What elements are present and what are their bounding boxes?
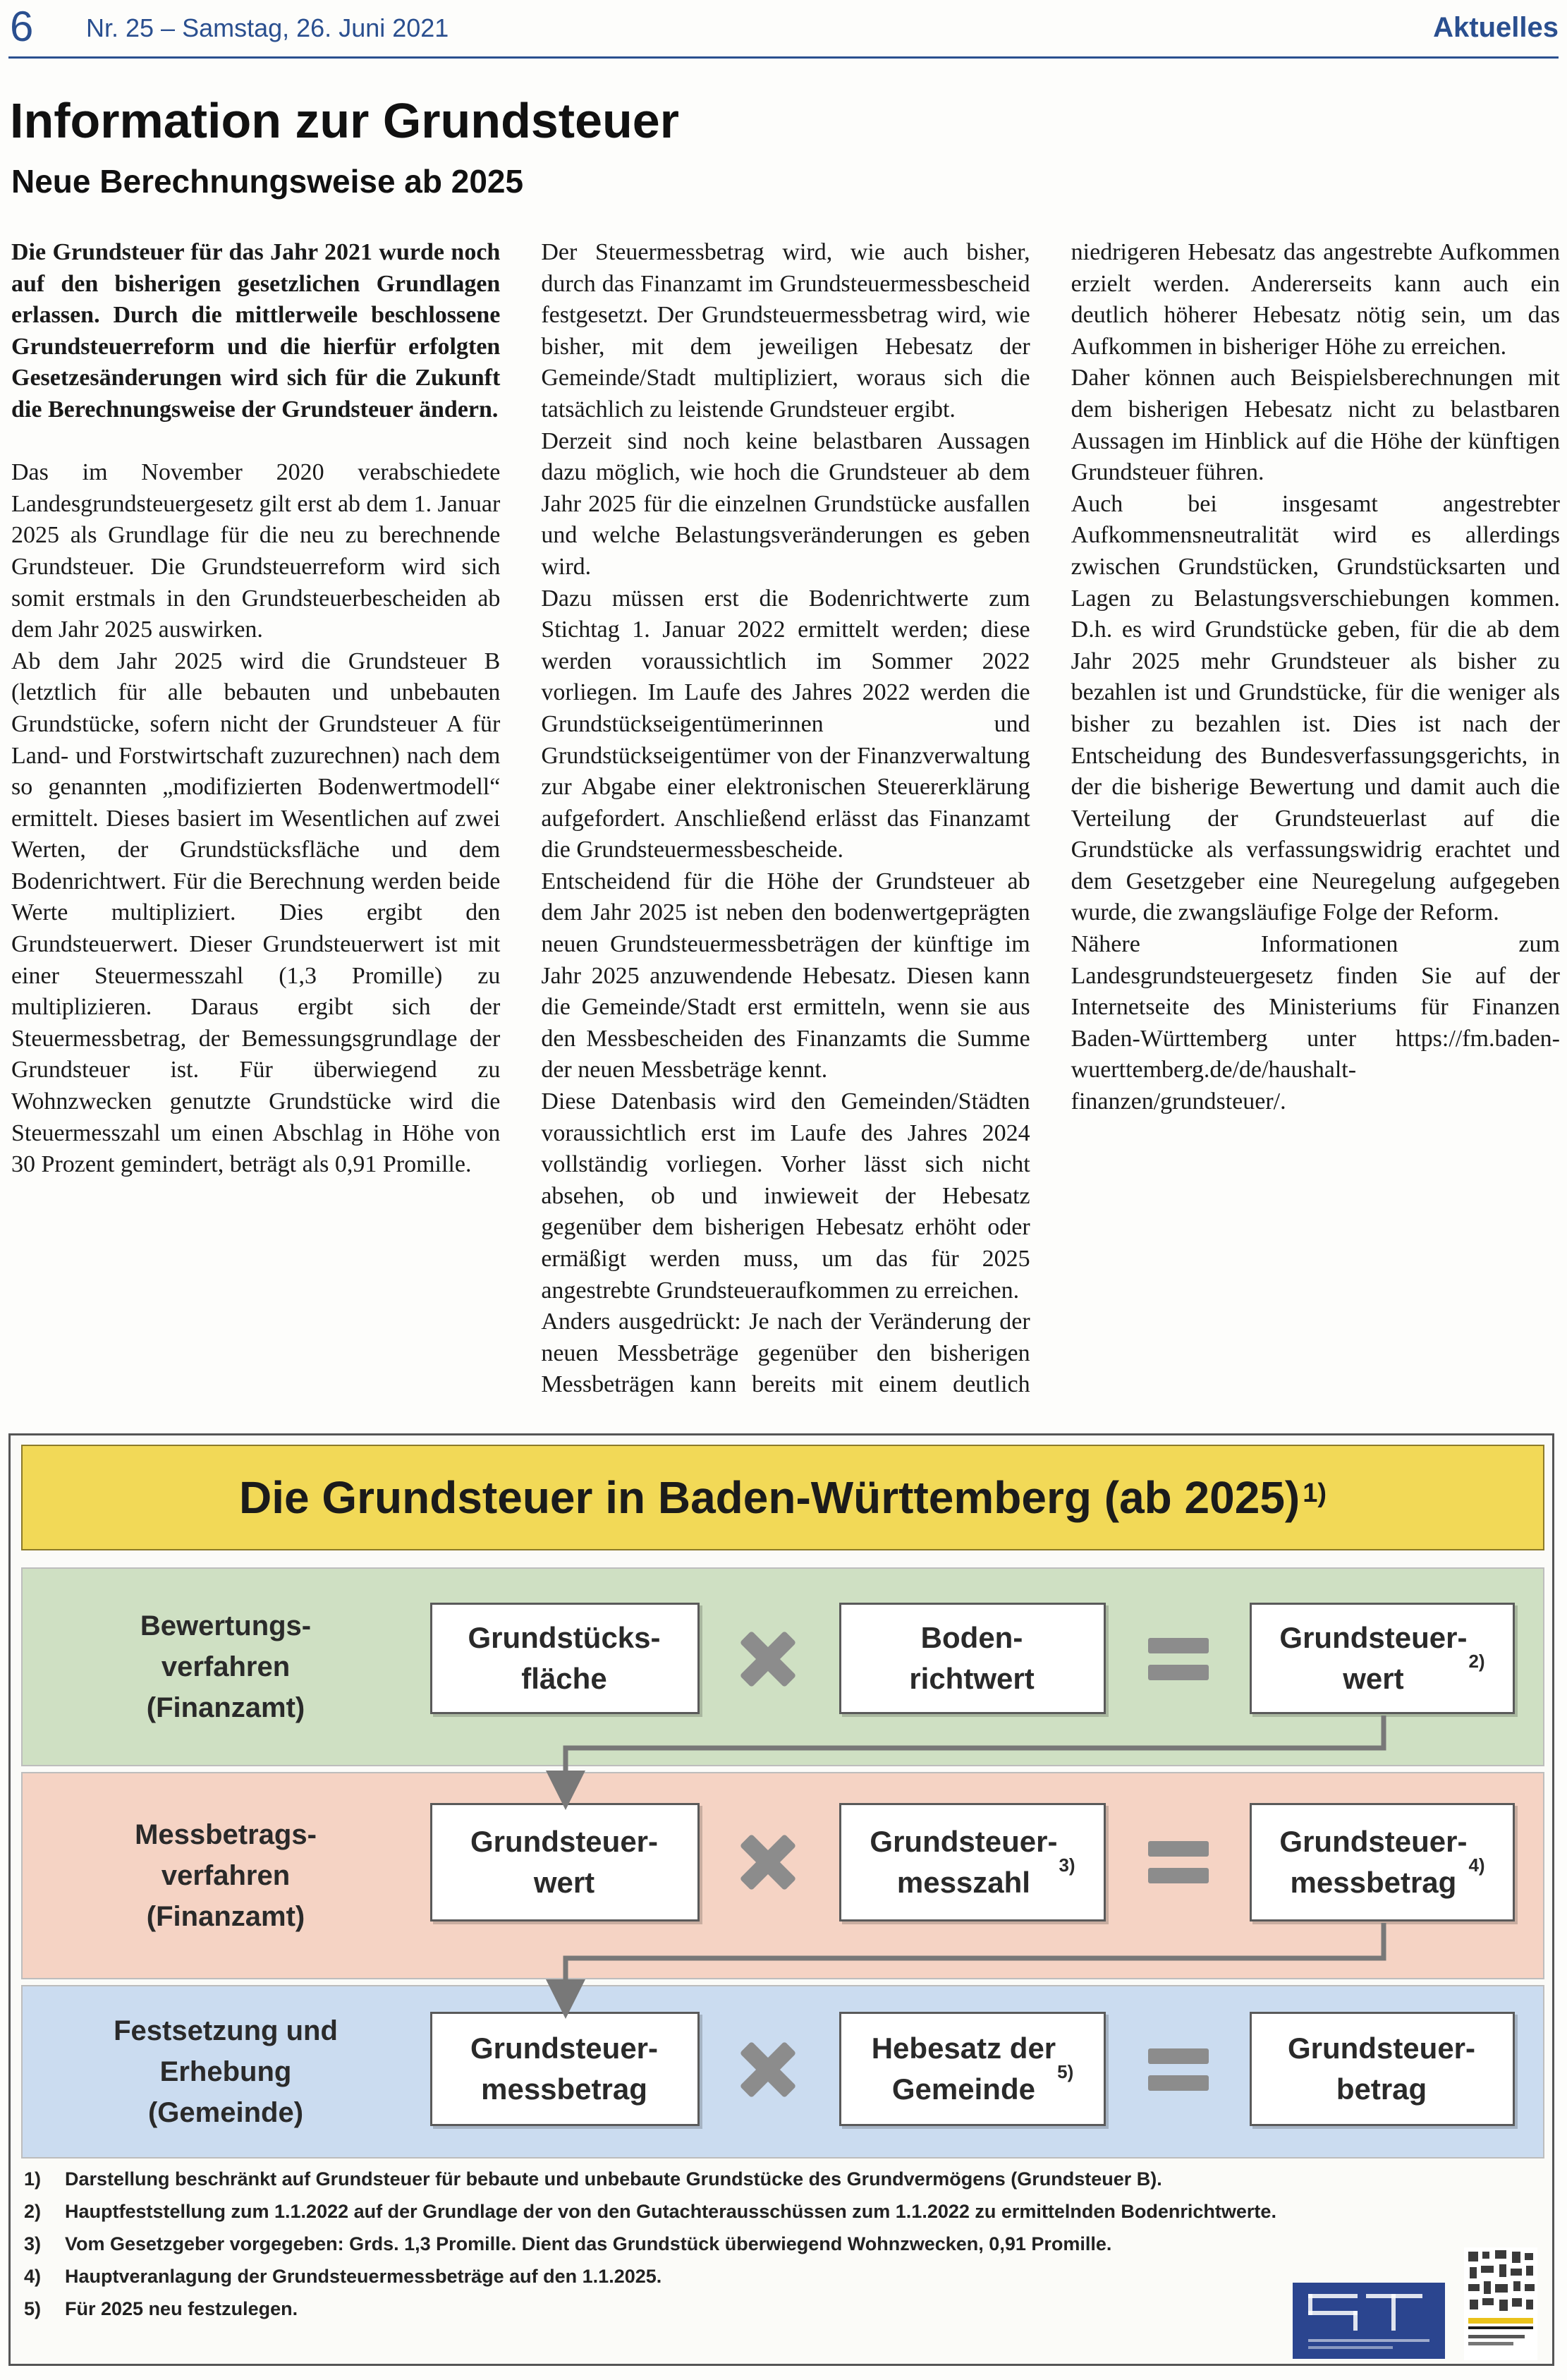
issue-date: Nr. 25 – Samstag, 26. Juni 2021	[86, 13, 449, 42]
formula-box	[430, 2012, 700, 2126]
footnote-number: 3)	[24, 2233, 42, 2254]
formula-box: Grundsteuer- messzahl $^{3)}$	[839, 1803, 1106, 1921]
formula-box: Hebesatz der Gemeinde $^{5)}$	[839, 2012, 1106, 2126]
formula-box-text: Grundstücks- fläche	[468, 1621, 661, 1695]
article-paragraph: Ab dem Jahr 2025 wird die Grundsteuer B (letztlich für alle bebauten und unbebauten Grundstücke, sofern nicht der Grundsteuer A für Land- und Forstwirtschaft zuzurechnen) nach dem so genannten „modifizierten Bodenwertmodell“ ermittelt. Dieses basiert im Wesentlichen auf zwei Werten, der Grundstücksfläche und dem Bodenrichtwert. Für die Berechnung werden beide Werte multipliziert. Dies ergibt den Grundsteuerwert. Dieser Grundsteuerwert ist mit einer Steuermesszahl (1,3 Promille) zu multiplizieren. Daraus ergibt sich der Steuermessbetrag, der Bemessungsgrundlage der Grundsteuer ist. Für überwiegend zu Wohnzwecken genutzte Grundstücke wird die Steuermesszahl um einen Abschlag in Höhe von 30 Prozent gemindert, beträgt als 0,91 Promille.	[11, 648, 501, 1178]
formula-box-text: Grundsteuer- wert	[1279, 1621, 1468, 1695]
article-paragraph: Entscheidend für die Höhe der Grundsteuer ab dem Jahr 2025 ist neben den bodenwertgeprägten neuen Grundsteuermessbeträgen der künftige im Jahr 2025 anzuwendende Hebesatz. Diesen kann die Gemeinde/Stadt erst ermitteln, wenn sie aus den Messbescheiden des Finanzamts die Summe der neuen Messbeträge kennt.	[541, 868, 1030, 1083]
article-lead-paragraph: Die Grundsteuer für das Jahr 2021 wurde noch auf den bisherigen gesetzlichen Grundlagen erlassen. Durch die mittlerweile beschlossene Grundsteuerreform und die hierfür erfolgten Gesetzesänderungen wird sich für die Zukunft die Berechnungsweise der Grundsteuer ändern.	[11, 239, 501, 423]
formula-box: Grundsteuer- wert $^{2)}$	[1250, 1603, 1515, 1714]
gemeindetag-logo-mark	[1464, 2247, 1537, 2360]
footnote-number: 2)	[24, 2201, 42, 2222]
footnote	[24, 2228, 1540, 2260]
page-number: 6	[10, 3, 34, 50]
article-title: Information zur Grundsteuer	[10, 93, 679, 148]
footnote-text: Hauptfeststellung zum 1.1.2022 auf der Grundlage der von den Gutachterausschüssen zum 1.1.2022 zu ermittelnden Bodenrichtwerte.	[65, 2201, 1276, 2222]
formula-box: Grundsteuer- messbetrag $^{4)}$	[1250, 1803, 1515, 1921]
times-icon	[736, 1627, 800, 1690]
footnote-text: Vom Gesetzgeber vorgegeben: Grds. 1,3 Promille. Dient das Grundstück überwiegend Wohnzwecken, 0,91 Promille.	[65, 2233, 1112, 2254]
staedtetag-logo	[1293, 2283, 1445, 2359]
formula-box-text: Grundsteuer- wert	[470, 1825, 659, 1899]
times-icon	[736, 1830, 800, 1893]
infographic-title	[21, 1445, 1544, 1550]
section-name: Aktuelles	[1433, 12, 1559, 43]
footnote-text: Hauptveranlagung der Grundsteuermessbeträge auf den 1.1.2025.	[65, 2266, 662, 2287]
equals-icon	[1148, 1634, 1209, 1683]
equals-icon	[1148, 2044, 1209, 2094]
footnote-number: 5)	[24, 2298, 42, 2319]
gemeindetag-logo	[1464, 2247, 1537, 2360]
article-paragraph: Das im November 2020 verabschiedete Landesgrundsteuergesetz gilt erst ab dem 1. Januar 2025 als Grundlage für die neu zu berechnende Grundsteuer. Die Grundsteuerreform wird sich somit erstmals in den Grundsteuerbescheiden ab dem Jahr 2025 auswirken.	[11, 459, 501, 643]
article-subtitle: Neue Berechnungsweise ab 2025	[11, 163, 524, 200]
article-body	[11, 237, 1560, 1412]
footnote-text: Für 2025 neu festzulegen.	[65, 2298, 298, 2319]
footnote-text: Darstellung beschränkt auf Grundsteuer für bebaute und unbebaute Grundstücke des Grundvermögens (Grundsteuer B).	[65, 2168, 1162, 2190]
times-icon	[736, 2037, 800, 2101]
formula-box	[430, 1603, 700, 1714]
formula-box-text: Grundsteuer- messbetrag	[470, 2032, 659, 2106]
staedtetag-logo-mark	[1293, 2283, 1445, 2359]
infographic-title-footnote-ref: 1)	[1303, 1478, 1327, 1508]
footnote	[24, 2163, 1540, 2195]
article-paragraph: Dazu müssen erst die Bodenrichtwerte zum Stichtag 1. Januar 2022 ermittelt werden; diese werden voraussichtlich im Sommer 2022 vorliegen. Im Laufe des Jahres 2022 werden die Grundstückseigentümerinnen und Grundstückseigentümer von der Finanzverwaltung zur Abgabe einer elektronischen Steuererklärung aufgefordert. Anschließend erlässt das Finanzamt die Grundsteuermessbescheide.	[541, 585, 1030, 863]
article-paragraph: Derzeit sind noch keine belastbaren Aussagen dazu möglich, wie hoch die Grundsteuer ab dem Jahr 2025 für die einzelnen Grundstücke ausfallen und welche Belastungsveränderungen es geben wird.	[541, 427, 1030, 580]
article-paragraph: Auch bei insgesamt angestrebter Aufkommensneutralität wird es allerdings zwischen Grundstücken, Grundstücksarten und Lagen zu Belastungsverschiebungen kommen. D.h. es wird Grundstücke geben, für die ab dem Jahr 2025 mehr Grundsteuer als bisher zu bezahlen ist und Grundstücke, für die weniger als bisher zu bezahlen ist. Dies ist nach der Entscheidung des Bundesverfassungsgerichts, in der die bisherige Bewertung und damit auch die Verteilung der Grundsteuerlast auf die Grundstücke als verfassungswidrig erachtet und dem Gesetzgeber eine Neuregelung aufgegeben wurde, die zwangsläufige Folge der Reform.	[1071, 490, 1560, 926]
row-label: Messbetrags- verfahren (Finanzamt)	[135, 1819, 317, 1932]
header-rule	[8, 56, 1559, 59]
footnote-number: 4)	[24, 2266, 42, 2287]
formula-box-text: Grundsteuer- betrag	[1287, 2032, 1476, 2106]
formula-box-text: Grundsteuer- messzahl	[870, 1825, 1058, 1899]
row-label: Bewertungs- verfahren (Finanzamt)	[140, 1610, 312, 1723]
formula-box-text: Grundsteuer- messbetrag	[1279, 1825, 1468, 1899]
article-paragraph: Daher können auch Beispielsberechnungen mit dem bisherigen Hebesatz nicht zu belastbaren Aussagen im Hinblick auf die Höhe der künftigen Grundsteuer führen.	[1071, 365, 1560, 486]
formula-box	[1250, 2012, 1515, 2126]
article-paragraph: Anders ausgedrückt: Je nach der Veränderung der neuen Messbeträge gegenüber den bisherigen Messbeträgen kann bereits mit einem deutlich niedrigeren Hebesatz das angestrebte Aufkommen erzielt werden. Andererseits kann auch ein deutlich höherer Hebesatz nötig sein, um das Aufkommen in bisheriger Höhe zu erreichen.	[541, 239, 1560, 1398]
formula-box-text: Boden- richtwert	[909, 1621, 1035, 1695]
article-paragraph: Der Steuermessbetrag wird, wie auch bisher, durch das Finanzamt im Grundsteuermessbescheid festgesetzt. Der Grundsteuermessbetrag wird, wie bisher, mit dem jeweiligen Hebesatz der Gemeinde/Stadt multipliziert, woraus sich die tatsächlich zu leistende Grundsteuer ergibt.	[541, 239, 1030, 423]
infographic-title-text: Die Grundsteuer in Baden-Württemberg (ab 2025)	[238, 1472, 1300, 1523]
equals-icon	[1148, 1837, 1209, 1886]
article-paragraph-link[interactable]: Nähere Informationen zum Landesgrundsteuergesetz finden Sie auf der Internetseite des Ministeriums für Finanzen Baden-Württemberg unter https://fm.baden-wuerttemberg.de/de/haushalt-finanzen/grundsteuer/.	[1071, 931, 1560, 1115]
row-label: Festsetzung und Erhebung (Gemeinde)	[114, 2015, 338, 2128]
article-paragraph: Diese Datenbasis wird den Gemeinden/Städten voraussichtlich erst im Laufe des Jahres 2024 vollständig vorliegen. Vorher lässt sich nicht absehen, ob und inwieweit der Hebesatz gegenüber dem bisherigen Hebesatz erhöht oder ermäßigt werden muss, um das für 2025 angestrebte Grundsteueraufkommen zu erreichen.	[541, 1088, 1030, 1304]
footnote	[24, 2195, 1540, 2228]
formula-box	[839, 1603, 1106, 1714]
formula-box	[430, 1803, 700, 1921]
footnote-number: 1)	[24, 2168, 42, 2190]
formula-box-text: Hebesatz der Gemeinde	[871, 2032, 1056, 2106]
